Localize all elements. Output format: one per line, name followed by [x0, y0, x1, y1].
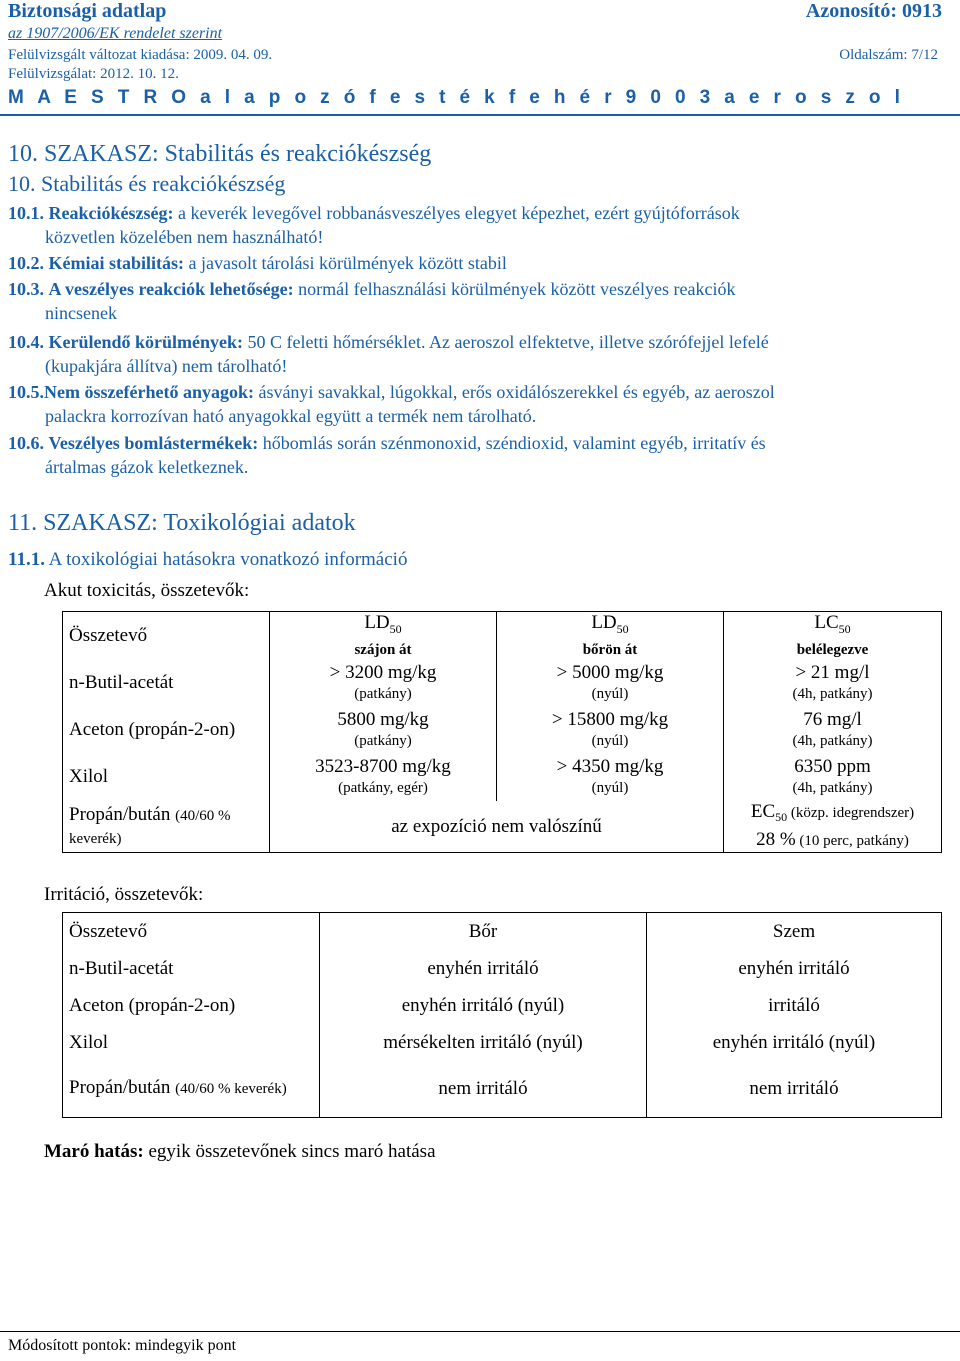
component-name: n-Butil-acetát — [63, 950, 320, 987]
table-row — [63, 950, 942, 987]
item-label: Nem összeférhető anyagok: — [44, 382, 254, 402]
item-continuation: (kupakjára állítva) nem tárolható! — [45, 356, 288, 376]
irritation-table — [62, 912, 942, 1118]
item-text: 50 C feletti hőmérséklet. Az aeroszol elfektetve, illetve szórófejjel lefelé — [243, 332, 769, 352]
table-header-row — [63, 913, 942, 951]
revision-date: Felülvizsgálat: 2012. 10. 12. — [8, 66, 179, 82]
item-number: 10.1. — [8, 203, 44, 223]
item-text: a keverék levegővel robbanásveszélyes elegyet képezhet, ezért gyújtóforrások — [173, 203, 740, 223]
item-continuation: ártalmas gázok keletkeznek. — [45, 457, 249, 477]
section-10-title: 10. SZAKASZ: Stabilitás és reakciókészség — [8, 141, 432, 167]
corrosive-text: egyik összetevőnek sincs maró hatása — [143, 1141, 436, 1162]
item-10-6 — [8, 431, 954, 479]
header-divider — [0, 114, 960, 116]
document-id: Azonosító: 0913 — [805, 0, 942, 22]
section-10-subtitle: 10. Stabilitás és reakciókészség — [8, 171, 286, 196]
product-name: M A E S T R O a l a p o z ó f e s t é k f e h é r 9 0 0 3 a e r o s z o l — [8, 87, 905, 108]
table-row — [63, 987, 942, 1024]
item-number: 10.5. — [8, 382, 44, 402]
item-10-2 — [8, 251, 954, 275]
skin-value: enyhén irritáló (nyúl) — [320, 987, 647, 1024]
not-likely-exposure: az expozíció nem valószínű — [270, 801, 724, 853]
skin-value: mérsékelten irritáló (nyúl) — [320, 1024, 647, 1061]
header-label: $LD_{50}$ — [364, 612, 402, 636]
component-name: Aceton (propán-2-on) — [63, 707, 270, 754]
item-continuation: nincsenek — [45, 303, 117, 323]
skin-value: nem irritáló — [320, 1061, 647, 1117]
item-number: 10.4. — [8, 332, 44, 352]
item-label: Reakciókészség: — [48, 203, 174, 223]
item-text: hőbomlás során szénmonoxid, széndioxid, valamint egyéb, irritatív és — [258, 433, 766, 453]
header-label: $LD_{50}$ — [591, 612, 629, 636]
ld50-dermal-value: > 15800 mg/kg (nyúl) — [497, 707, 724, 754]
page-number: Oldalszám: 7/12 — [839, 47, 938, 63]
header-eye: Szem — [647, 913, 942, 951]
eye-value: enyhén irritáló (nyúl) — [647, 1024, 942, 1061]
ld50-oral-value: 5800 mg/kg (patkány) — [270, 707, 497, 754]
ld50-dermal-value: > 4350 mg/kg (nyúl) — [497, 754, 724, 801]
lc50-value: 76 mg/l (4h, patkány) — [724, 707, 942, 754]
table-row — [63, 1061, 942, 1117]
component-name: Propán/bután (40/60 % keverék) — [63, 1061, 320, 1117]
item-number: 10.3. — [8, 279, 44, 299]
table-header-row — [63, 612, 942, 660]
regulation-reference: az 1907/2006/EK rendelet szerint — [8, 25, 223, 42]
item-label: Kerülendő körülmények: — [48, 332, 244, 352]
header-lc50-inhalation — [724, 612, 942, 660]
revised-issue-date: Felülvizsgált változat kiadása: 2009. 04. 09. — [8, 47, 273, 63]
component-name: Xilol — [63, 754, 270, 801]
corrosive-label: Maró hatás: — [44, 1141, 144, 1162]
item-label: A veszélyes reakciók lehetősége: — [48, 279, 294, 299]
item-10-3 — [8, 277, 954, 325]
lc50-value: 6350 ppm (4h, patkány) — [724, 754, 942, 801]
table-row — [63, 801, 942, 853]
item-number: 10.2. — [8, 253, 44, 273]
acute-toxicity-title: Akut toxicitás, összetevők: — [44, 580, 250, 601]
table-row — [63, 660, 942, 707]
item-text: normál felhasználási körülmények között veszélyes reakciók — [293, 279, 736, 299]
ld50-oral-value: > 3200 mg/kg (patkány) — [270, 660, 497, 707]
ld50-oral-value: 3523-8700 mg/kg (patkány, egér) — [270, 754, 497, 801]
item-10-1 — [8, 201, 954, 249]
section-11-1-heading — [8, 549, 407, 571]
header-ld50-oral — [270, 612, 497, 660]
header-note: szájon át — [354, 641, 412, 658]
table-row — [63, 1024, 942, 1061]
header-component: Összetevő — [63, 612, 270, 660]
subsection-number: 11.1. — [8, 549, 45, 570]
item-continuation: palackra korrozívan ható anyagokkal együtt a termék nem tárolható. — [45, 406, 537, 426]
corrosive-effect — [44, 1141, 436, 1163]
component-name: n-Butil-acetát — [63, 660, 270, 707]
item-text: a javasolt tárolási körülmények között stabil — [184, 253, 507, 273]
component-name: Xilol — [63, 1024, 320, 1061]
item-label: Kémiai stabilitás: — [48, 253, 184, 273]
component-name: Aceton (propán-2-on) — [63, 987, 320, 1024]
header-component: Összetevő — [63, 913, 320, 951]
item-number: 10.6. — [8, 433, 44, 453]
header-ld50-dermal — [497, 612, 724, 660]
table-row — [63, 707, 942, 754]
item-10-4 — [8, 330, 954, 378]
component-name: Propán/bután (40/60 % keverék) — [63, 801, 270, 853]
footer-divider — [0, 1331, 960, 1332]
table-row — [63, 754, 942, 801]
item-text: ásványi savakkal, lúgokkal, erős oxidálószerekkel és egyéb, az aeroszol — [253, 382, 775, 402]
document-title: Biztonsági adatlap — [8, 0, 167, 22]
header-note: belélegezve — [796, 641, 869, 658]
subsection-text: A toxikológiai hatásokra vonatkozó információ — [44, 549, 408, 570]
acute-toxicity-table — [62, 611, 942, 853]
skin-value: enyhén irritáló — [320, 950, 647, 987]
ec50-value: $EC_{50}$ (közp. idegrendszer) 28 % (10 perc, patkány) — [724, 801, 942, 853]
header-note: bőrön át — [582, 641, 638, 658]
item-label: Veszélyes bomlástermékek: — [48, 433, 259, 453]
irritation-title: Irritáció, összetevők: — [44, 884, 204, 905]
header-label: $LC_{50}$ — [814, 612, 851, 636]
item-continuation: közvetlen közelében nem használható! — [45, 227, 324, 247]
eye-value: enyhén irritáló — [647, 950, 942, 987]
footer-note: Módosított pontok: mindegyik pont — [8, 1337, 237, 1354]
item-10-5 — [8, 380, 954, 428]
eye-value: nem irritáló — [647, 1061, 942, 1117]
header-skin: Bőr — [320, 913, 647, 951]
eye-value: irritáló — [647, 987, 942, 1024]
lc50-value: > 21 mg/l (4h, patkány) — [724, 660, 942, 707]
ld50-dermal-value: > 5000 mg/kg (nyúl) — [497, 660, 724, 707]
section-11-title: 11. SZAKASZ: Toxikológiai adatok — [8, 510, 356, 536]
